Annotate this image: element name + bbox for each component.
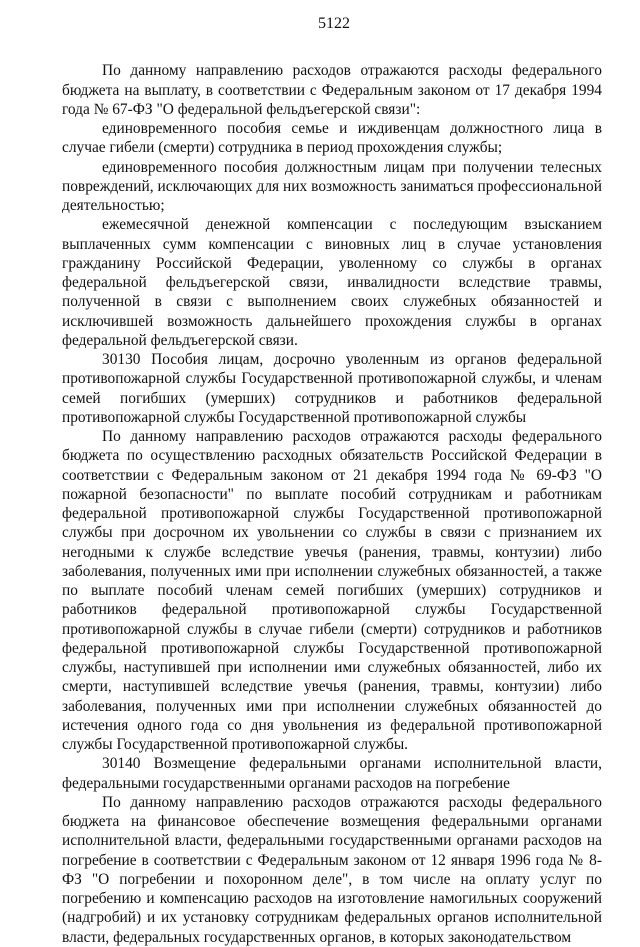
paragraph-30130-description: По данному направлению расходов отражаются расходы федерального бюджета по осуществлению расходных обязательств Российской Федерации в соответствии с Федеральным законом от 21 декабря 1994 года № 69-ФЗ "О пожарной безопасности" по выплате пособий сотрудникам и работникам федеральной противопожарной службы Государственной противопожарной службы при досрочном их увольнении со службы в связи с признанием их негодными к службе вследствие увечья (ранения, травмы, контузии) либо заболевания, полученных ими при исполнении служебных обязанностей, а также по выплате пособий членам семей погибших (умерших) сотрудников и работников федеральной противопожарной службы Государственной противопожарной службы в случае гибели (смерти) сотрудников и работников федеральной противопожарной службы Государственной противопожарной службы, наступившей при исполнении ими служебных обязанностей, либо их смерти, наступившей вследствие увечья (ранения, травмы, контузии) либо заболевания, полученных ими при исполнении служебных обязанностей до истечения одного года со дня увольнения из федеральной противопожарной службы Государственной противопожарной службы. [62,428,602,753]
page-number: 5122 [318,15,350,32]
paragraph-item-family-benefit: единовременного пособия семье и иждивенцам должностного лица в случае гибели (смерти) сотрудника в период прохождения службы; [62,120,602,157]
paragraph-item-injury-benefit: единовременного пособия должностным лицам при получении телесных повреждений, исключающих для них возможность заниматься профессиональной деятельностью; [62,158,602,214]
section-heading-30130: 30130 Пособия лицам, досрочно уволенным из органов федеральной противопожарной службы Государственной противопожарной службы, и членам семей погибших (умерших) сотрудников и работников федеральной противопожарной службы Государственной противопожарной службы [62,351,602,426]
paragraph-intro: По данному направлению расходов отражаются расходы федерального бюджета на выплату, в соответствии с Федеральным законом от 17 декабря 1994 года № 67-ФЗ "О федеральной фельдъегерской связи": [62,62,602,118]
paragraph-item-monthly-compensation: ежемесячной денежной компенсации с последующим взысканием выплаченных сумм компенсации с виновных лиц в случае установления гражданину Российской Федерации, уволенному со службы в органах федеральной фельдъегерской связи, инвалидности вследствие травмы, полученной в связи с выполнением своих служебных обязанностей и исключившей возможность дальнейшего прохождения службы в органах федеральной фельдъегерской связи. [62,216,602,349]
paragraph-30140-description: По данному направлению расходов отражаются расходы федерального бюджета на финансовое обеспечение возмещения федеральными органами исполнительной власти, федеральными государственными органами расходов на погребение в соответствии с Федеральным законом от 12 января 1996 года № 8-ФЗ "О погребении и похоронном деле", в том числе на оплату услуг по погребению и компенсацию расходов на изготовление намогильных сооружений (надгробий) и их установку сотрудникам федеральных органов исполнительной власти, федеральных государственных органов, в которых законодательством [62,793,602,946]
section-heading-30140: 30140 Возмещение федеральными органами исполнительной власти, федеральными государственными органами расходов на погребение [62,755,602,792]
